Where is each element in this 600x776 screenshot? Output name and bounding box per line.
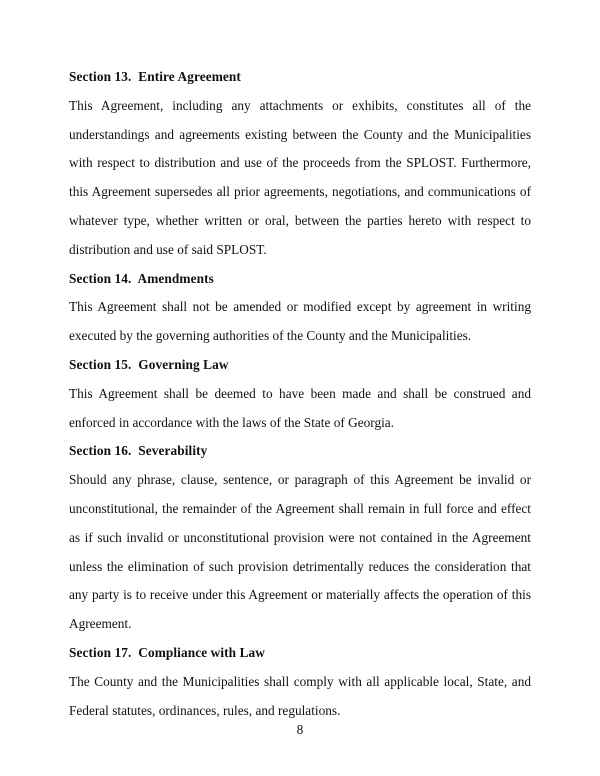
document-body — [69, 63, 531, 725]
section-heading-13: Section 13. Entire Agreement — [69, 69, 241, 84]
section-paragraph-17: The County and the Municipalities shall comply with all applicable local, State, and Federal statutes, ordinances, rules, and regulations. — [69, 673, 531, 718]
section-paragraph-13: This Agreement, including any attachments or exhibits, constitutes all of the understandings and agreements existing between the County and the Municipalities with respect to distribution and use of the proceeds from the SPLOST. Furthermore, this Agreement supersedes all prior agreements, negotiations, and communications of whatever type, whether written or oral, between the parties hereto with respect to distribution and use of said SPLOST. — [69, 97, 531, 257]
section-heading-16: Section 16. Severability — [69, 443, 208, 459]
page-number: 8 — [296, 722, 304, 737]
section-heading-17: Section 17. Compliance with Law — [69, 644, 266, 660]
section-heading-15: Section 15. Governing Law — [69, 356, 229, 372]
section-paragraph-16: Should any phrase, clause, sentence, or paragraph of this Agreement be invalid or unconstitutional, the remainder of the Agreement shall remain in full force and effect as if such invalid or unconstitutional provision were not contained in the Agreement unless the elimination of such provision detrimentally reduces the consideration that any party is to receive under this Agreement or materially affects the operation of this Agreement. — [69, 472, 531, 632]
section-paragraph-15: This Agreement shall be deemed to have been made and shall be construed and enforced in accordance with the laws of the State of Georgia. — [69, 385, 531, 430]
section-paragraph-14: This Agreement shall not be amended or modified except by agreement in writing executed by the governing authorities of the County and the Municipalities. — [69, 299, 531, 344]
section-heading-14: Section 14. Amendments — [69, 270, 214, 286]
